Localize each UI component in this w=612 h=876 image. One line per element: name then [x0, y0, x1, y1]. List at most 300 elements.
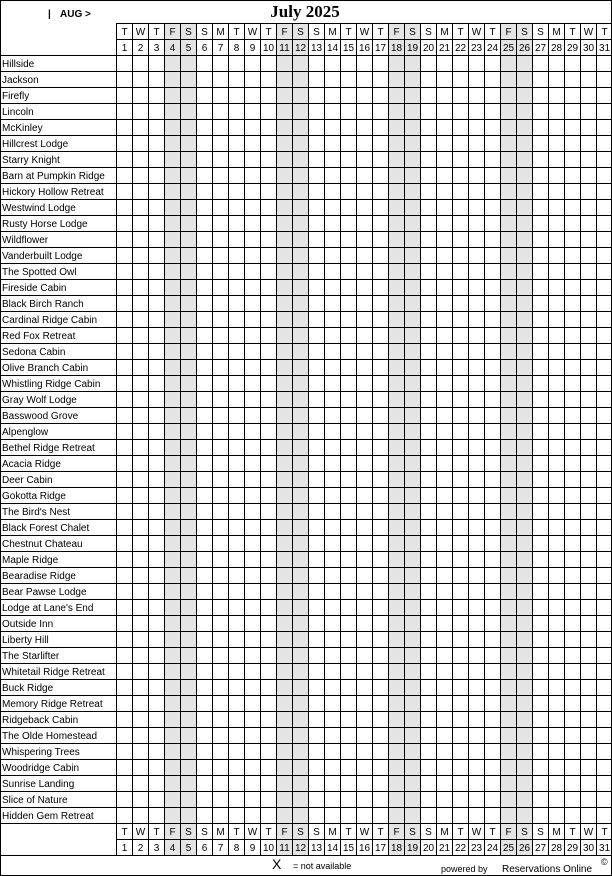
availability-cell[interactable]	[132, 551, 148, 567]
availability-cell[interactable]	[468, 519, 484, 535]
availability-cell[interactable]	[148, 439, 164, 455]
availability-cell[interactable]	[356, 471, 372, 487]
availability-cell[interactable]	[324, 359, 340, 375]
availability-cell[interactable]	[420, 615, 436, 631]
availability-cell[interactable]	[564, 407, 580, 423]
availability-cell[interactable]	[420, 215, 436, 231]
availability-cell[interactable]	[308, 791, 324, 807]
availability-cell[interactable]	[548, 599, 564, 615]
availability-cell[interactable]	[324, 215, 340, 231]
availability-cell[interactable]	[484, 247, 500, 263]
availability-cell[interactable]	[116, 695, 132, 711]
availability-cell[interactable]	[580, 551, 596, 567]
property-name[interactable]: Firefly	[2, 91, 30, 102]
availability-cell[interactable]	[180, 183, 196, 199]
availability-cell[interactable]	[548, 439, 564, 455]
property-name[interactable]: Bear Pawse Lodge	[2, 587, 87, 598]
availability-cell[interactable]	[468, 631, 484, 647]
availability-cell[interactable]	[452, 423, 468, 439]
availability-cell[interactable]	[420, 519, 436, 535]
availability-cell[interactable]	[292, 263, 308, 279]
availability-cell[interactable]	[372, 391, 388, 407]
availability-cell[interactable]	[196, 359, 212, 375]
availability-cell[interactable]	[564, 151, 580, 167]
availability-cell[interactable]	[324, 519, 340, 535]
availability-cell[interactable]	[468, 215, 484, 231]
property-name[interactable]: The Bird's Nest	[2, 507, 71, 518]
availability-cell[interactable]	[548, 727, 564, 743]
availability-cell[interactable]	[180, 231, 196, 247]
availability-cell[interactable]	[196, 215, 212, 231]
availability-cell[interactable]	[292, 311, 308, 327]
availability-cell[interactable]	[132, 327, 148, 343]
availability-cell[interactable]	[596, 615, 612, 631]
availability-cell[interactable]	[484, 551, 500, 567]
availability-cell[interactable]	[468, 439, 484, 455]
availability-cell[interactable]	[148, 119, 164, 135]
availability-cell[interactable]	[196, 343, 212, 359]
availability-cell[interactable]	[260, 215, 276, 231]
availability-cell[interactable]	[468, 103, 484, 119]
availability-cell[interactable]	[436, 103, 452, 119]
property-name[interactable]: Gokotta Ridge	[2, 491, 66, 502]
availability-cell[interactable]	[404, 439, 420, 455]
availability-cell[interactable]	[388, 487, 404, 503]
availability-cell[interactable]	[420, 791, 436, 807]
availability-cell[interactable]	[340, 711, 356, 727]
availability-cell[interactable]	[548, 567, 564, 583]
availability-cell[interactable]	[420, 487, 436, 503]
availability-cell[interactable]	[596, 247, 612, 263]
availability-cell[interactable]	[372, 727, 388, 743]
availability-cell[interactable]	[244, 679, 260, 695]
availability-cell[interactable]	[420, 695, 436, 711]
availability-cell[interactable]	[228, 519, 244, 535]
availability-cell[interactable]	[324, 615, 340, 631]
availability-cell[interactable]	[228, 439, 244, 455]
availability-cell[interactable]	[244, 295, 260, 311]
availability-cell[interactable]	[308, 135, 324, 151]
availability-cell[interactable]	[548, 663, 564, 679]
property-name[interactable]: Lincoln	[2, 107, 34, 118]
availability-cell[interactable]	[260, 631, 276, 647]
availability-cell[interactable]	[596, 183, 612, 199]
availability-cell[interactable]	[356, 759, 372, 775]
availability-cell[interactable]	[276, 391, 292, 407]
availability-cell[interactable]	[276, 343, 292, 359]
availability-cell[interactable]	[356, 743, 372, 759]
availability-cell[interactable]	[580, 487, 596, 503]
availability-cell[interactable]	[164, 247, 180, 263]
availability-cell[interactable]	[388, 471, 404, 487]
availability-cell[interactable]	[260, 423, 276, 439]
availability-cell[interactable]	[484, 471, 500, 487]
availability-cell[interactable]	[148, 343, 164, 359]
availability-cell[interactable]	[468, 599, 484, 615]
availability-cell[interactable]	[356, 391, 372, 407]
availability-cell[interactable]	[164, 599, 180, 615]
availability-cell[interactable]	[340, 423, 356, 439]
availability-cell[interactable]	[116, 679, 132, 695]
availability-cell[interactable]	[164, 183, 180, 199]
availability-cell[interactable]	[404, 679, 420, 695]
availability-cell[interactable]	[564, 775, 580, 791]
availability-cell[interactable]	[468, 183, 484, 199]
availability-cell[interactable]	[260, 727, 276, 743]
availability-cell[interactable]	[356, 647, 372, 663]
availability-cell[interactable]	[228, 535, 244, 551]
availability-cell[interactable]	[340, 679, 356, 695]
availability-cell[interactable]	[452, 807, 468, 823]
availability-cell[interactable]	[548, 215, 564, 231]
availability-cell[interactable]	[180, 247, 196, 263]
availability-cell[interactable]	[500, 695, 516, 711]
availability-cell[interactable]	[516, 663, 532, 679]
availability-cell[interactable]	[276, 279, 292, 295]
availability-cell[interactable]	[276, 87, 292, 103]
availability-cell[interactable]	[228, 487, 244, 503]
availability-cell[interactable]	[468, 775, 484, 791]
availability-cell[interactable]	[500, 711, 516, 727]
availability-cell[interactable]	[148, 695, 164, 711]
availability-cell[interactable]	[324, 135, 340, 151]
availability-cell[interactable]	[212, 743, 228, 759]
availability-cell[interactable]	[436, 215, 452, 231]
availability-cell[interactable]	[212, 375, 228, 391]
availability-cell[interactable]	[276, 631, 292, 647]
availability-cell[interactable]	[372, 407, 388, 423]
availability-cell[interactable]	[164, 215, 180, 231]
availability-cell[interactable]	[132, 727, 148, 743]
availability-cell[interactable]	[404, 615, 420, 631]
availability-cell[interactable]	[596, 487, 612, 503]
availability-cell[interactable]	[308, 551, 324, 567]
availability-cell[interactable]	[308, 471, 324, 487]
availability-cell[interactable]	[356, 711, 372, 727]
availability-cell[interactable]	[164, 311, 180, 327]
availability-cell[interactable]	[228, 503, 244, 519]
availability-cell[interactable]	[180, 119, 196, 135]
availability-cell[interactable]	[324, 551, 340, 567]
availability-cell[interactable]	[404, 55, 420, 71]
availability-cell[interactable]	[516, 359, 532, 375]
availability-cell[interactable]	[180, 663, 196, 679]
availability-cell[interactable]	[372, 183, 388, 199]
availability-cell[interactable]	[116, 247, 132, 263]
availability-cell[interactable]	[276, 535, 292, 551]
availability-cell[interactable]	[196, 727, 212, 743]
availability-cell[interactable]	[276, 711, 292, 727]
availability-cell[interactable]	[244, 519, 260, 535]
availability-cell[interactable]	[452, 135, 468, 151]
availability-cell[interactable]	[116, 55, 132, 71]
availability-cell[interactable]	[212, 455, 228, 471]
availability-cell[interactable]	[164, 167, 180, 183]
property-name[interactable]: The Starlifter	[2, 651, 60, 662]
availability-cell[interactable]	[116, 119, 132, 135]
availability-cell[interactable]	[484, 135, 500, 151]
availability-cell[interactable]	[132, 567, 148, 583]
availability-cell[interactable]	[276, 583, 292, 599]
availability-cell[interactable]	[564, 71, 580, 87]
availability-cell[interactable]	[260, 231, 276, 247]
availability-cell[interactable]	[116, 663, 132, 679]
availability-cell[interactable]	[228, 327, 244, 343]
availability-cell[interactable]	[564, 471, 580, 487]
availability-cell[interactable]	[132, 263, 148, 279]
availability-cell[interactable]	[564, 615, 580, 631]
availability-cell[interactable]	[260, 343, 276, 359]
availability-cell[interactable]	[340, 183, 356, 199]
availability-cell[interactable]	[436, 455, 452, 471]
availability-cell[interactable]	[436, 535, 452, 551]
availability-cell[interactable]	[308, 359, 324, 375]
availability-cell[interactable]	[532, 567, 548, 583]
availability-cell[interactable]	[324, 263, 340, 279]
availability-cell[interactable]	[404, 295, 420, 311]
availability-cell[interactable]	[596, 151, 612, 167]
availability-cell[interactable]	[388, 727, 404, 743]
availability-cell[interactable]	[340, 695, 356, 711]
availability-cell[interactable]	[132, 759, 148, 775]
availability-cell[interactable]	[548, 695, 564, 711]
availability-cell[interactable]	[148, 567, 164, 583]
availability-cell[interactable]	[436, 119, 452, 135]
availability-cell[interactable]	[436, 311, 452, 327]
availability-cell[interactable]	[404, 759, 420, 775]
availability-cell[interactable]	[308, 311, 324, 327]
availability-cell[interactable]	[516, 87, 532, 103]
availability-cell[interactable]	[436, 263, 452, 279]
availability-cell[interactable]	[372, 263, 388, 279]
availability-cell[interactable]	[292, 791, 308, 807]
availability-cell[interactable]	[180, 215, 196, 231]
availability-cell[interactable]	[340, 567, 356, 583]
availability-cell[interactable]	[532, 183, 548, 199]
availability-cell[interactable]	[388, 103, 404, 119]
availability-cell[interactable]	[292, 439, 308, 455]
availability-cell[interactable]	[452, 487, 468, 503]
availability-cell[interactable]	[548, 791, 564, 807]
availability-cell[interactable]	[180, 615, 196, 631]
availability-cell[interactable]	[404, 71, 420, 87]
availability-cell[interactable]	[244, 151, 260, 167]
availability-cell[interactable]	[180, 279, 196, 295]
availability-cell[interactable]	[388, 711, 404, 727]
availability-cell[interactable]	[532, 743, 548, 759]
availability-cell[interactable]	[292, 807, 308, 823]
availability-cell[interactable]	[500, 263, 516, 279]
availability-cell[interactable]	[292, 375, 308, 391]
availability-cell[interactable]	[340, 279, 356, 295]
availability-cell[interactable]	[420, 311, 436, 327]
availability-cell[interactable]	[404, 103, 420, 119]
availability-cell[interactable]	[532, 55, 548, 71]
availability-cell[interactable]	[420, 551, 436, 567]
availability-cell[interactable]	[116, 455, 132, 471]
availability-cell[interactable]	[436, 775, 452, 791]
availability-cell[interactable]	[212, 615, 228, 631]
availability-cell[interactable]	[388, 407, 404, 423]
availability-cell[interactable]	[404, 791, 420, 807]
availability-cell[interactable]	[276, 247, 292, 263]
availability-cell[interactable]	[516, 295, 532, 311]
availability-cell[interactable]	[308, 711, 324, 727]
availability-cell[interactable]	[276, 551, 292, 567]
availability-cell[interactable]	[116, 647, 132, 663]
property-name[interactable]: Alpenglow	[2, 427, 49, 438]
availability-cell[interactable]	[180, 647, 196, 663]
availability-cell[interactable]	[276, 743, 292, 759]
availability-cell[interactable]	[116, 807, 132, 823]
availability-cell[interactable]	[308, 151, 324, 167]
availability-cell[interactable]	[132, 503, 148, 519]
availability-cell[interactable]	[404, 487, 420, 503]
availability-cell[interactable]	[132, 343, 148, 359]
availability-cell[interactable]	[564, 631, 580, 647]
availability-cell[interactable]	[468, 695, 484, 711]
availability-cell[interactable]	[532, 231, 548, 247]
availability-cell[interactable]	[228, 247, 244, 263]
availability-cell[interactable]	[548, 327, 564, 343]
availability-cell[interactable]	[532, 167, 548, 183]
availability-cell[interactable]	[372, 567, 388, 583]
availability-cell[interactable]	[212, 407, 228, 423]
property-name[interactable]: Olive Branch Cabin	[2, 363, 89, 374]
availability-cell[interactable]	[532, 295, 548, 311]
availability-cell[interactable]	[164, 375, 180, 391]
availability-cell[interactable]	[148, 151, 164, 167]
availability-cell[interactable]	[484, 167, 500, 183]
availability-cell[interactable]	[500, 567, 516, 583]
availability-cell[interactable]	[308, 631, 324, 647]
availability-cell[interactable]	[532, 487, 548, 503]
availability-cell[interactable]	[244, 487, 260, 503]
availability-cell[interactable]	[356, 727, 372, 743]
availability-cell[interactable]	[580, 567, 596, 583]
availability-cell[interactable]	[308, 519, 324, 535]
availability-cell[interactable]	[484, 679, 500, 695]
availability-cell[interactable]	[196, 519, 212, 535]
availability-cell[interactable]	[212, 663, 228, 679]
availability-cell[interactable]	[212, 247, 228, 263]
availability-cell[interactable]	[420, 87, 436, 103]
availability-cell[interactable]	[564, 135, 580, 151]
availability-cell[interactable]	[292, 519, 308, 535]
availability-cell[interactable]	[292, 551, 308, 567]
availability-cell[interactable]	[388, 583, 404, 599]
availability-cell[interactable]	[324, 167, 340, 183]
availability-cell[interactable]	[436, 407, 452, 423]
availability-cell[interactable]	[260, 407, 276, 423]
availability-cell[interactable]	[372, 455, 388, 471]
availability-cell[interactable]	[484, 311, 500, 327]
availability-cell[interactable]	[564, 743, 580, 759]
availability-cell[interactable]	[420, 247, 436, 263]
availability-cell[interactable]	[420, 423, 436, 439]
availability-cell[interactable]	[180, 311, 196, 327]
availability-cell[interactable]	[244, 775, 260, 791]
availability-cell[interactable]	[388, 375, 404, 391]
availability-cell[interactable]	[164, 647, 180, 663]
availability-cell[interactable]	[420, 711, 436, 727]
availability-cell[interactable]	[532, 519, 548, 535]
availability-cell[interactable]	[596, 599, 612, 615]
availability-cell[interactable]	[324, 439, 340, 455]
availability-cell[interactable]	[324, 679, 340, 695]
availability-cell[interactable]	[356, 71, 372, 87]
availability-cell[interactable]	[596, 583, 612, 599]
availability-cell[interactable]	[436, 567, 452, 583]
availability-cell[interactable]	[420, 199, 436, 215]
availability-cell[interactable]	[580, 631, 596, 647]
availability-cell[interactable]	[308, 71, 324, 87]
availability-cell[interactable]	[436, 135, 452, 151]
availability-cell[interactable]	[180, 551, 196, 567]
availability-cell[interactable]	[212, 295, 228, 311]
availability-cell[interactable]	[308, 599, 324, 615]
availability-cell[interactable]	[292, 295, 308, 311]
availability-cell[interactable]	[180, 487, 196, 503]
availability-cell[interactable]	[132, 535, 148, 551]
availability-cell[interactable]	[452, 695, 468, 711]
availability-cell[interactable]	[500, 87, 516, 103]
availability-cell[interactable]	[324, 759, 340, 775]
availability-cell[interactable]	[500, 167, 516, 183]
availability-cell[interactable]	[324, 343, 340, 359]
availability-cell[interactable]	[244, 167, 260, 183]
availability-cell[interactable]	[372, 711, 388, 727]
availability-cell[interactable]	[164, 407, 180, 423]
availability-cell[interactable]	[164, 391, 180, 407]
availability-cell[interactable]	[148, 727, 164, 743]
availability-cell[interactable]	[500, 791, 516, 807]
availability-cell[interactable]	[548, 391, 564, 407]
availability-cell[interactable]	[164, 55, 180, 71]
availability-cell[interactable]	[372, 503, 388, 519]
availability-cell[interactable]	[148, 55, 164, 71]
availability-cell[interactable]	[228, 599, 244, 615]
availability-cell[interactable]	[580, 87, 596, 103]
availability-cell[interactable]	[580, 55, 596, 71]
availability-cell[interactable]	[340, 727, 356, 743]
availability-cell[interactable]	[420, 263, 436, 279]
availability-cell[interactable]	[564, 375, 580, 391]
availability-cell[interactable]	[164, 439, 180, 455]
availability-cell[interactable]	[148, 615, 164, 631]
property-name[interactable]: McKinley	[2, 123, 43, 134]
availability-cell[interactable]	[404, 327, 420, 343]
availability-cell[interactable]	[356, 519, 372, 535]
availability-cell[interactable]	[404, 231, 420, 247]
availability-cell[interactable]	[148, 535, 164, 551]
availability-cell[interactable]	[148, 471, 164, 487]
availability-cell[interactable]	[212, 487, 228, 503]
availability-cell[interactable]	[148, 631, 164, 647]
availability-cell[interactable]	[324, 503, 340, 519]
availability-cell[interactable]	[308, 375, 324, 391]
availability-cell[interactable]	[548, 519, 564, 535]
availability-cell[interactable]	[500, 615, 516, 631]
availability-cell[interactable]	[228, 455, 244, 471]
availability-cell[interactable]	[388, 215, 404, 231]
availability-cell[interactable]	[548, 711, 564, 727]
availability-cell[interactable]	[516, 231, 532, 247]
availability-cell[interactable]	[404, 567, 420, 583]
availability-cell[interactable]	[212, 471, 228, 487]
availability-cell[interactable]	[564, 183, 580, 199]
availability-cell[interactable]	[308, 407, 324, 423]
